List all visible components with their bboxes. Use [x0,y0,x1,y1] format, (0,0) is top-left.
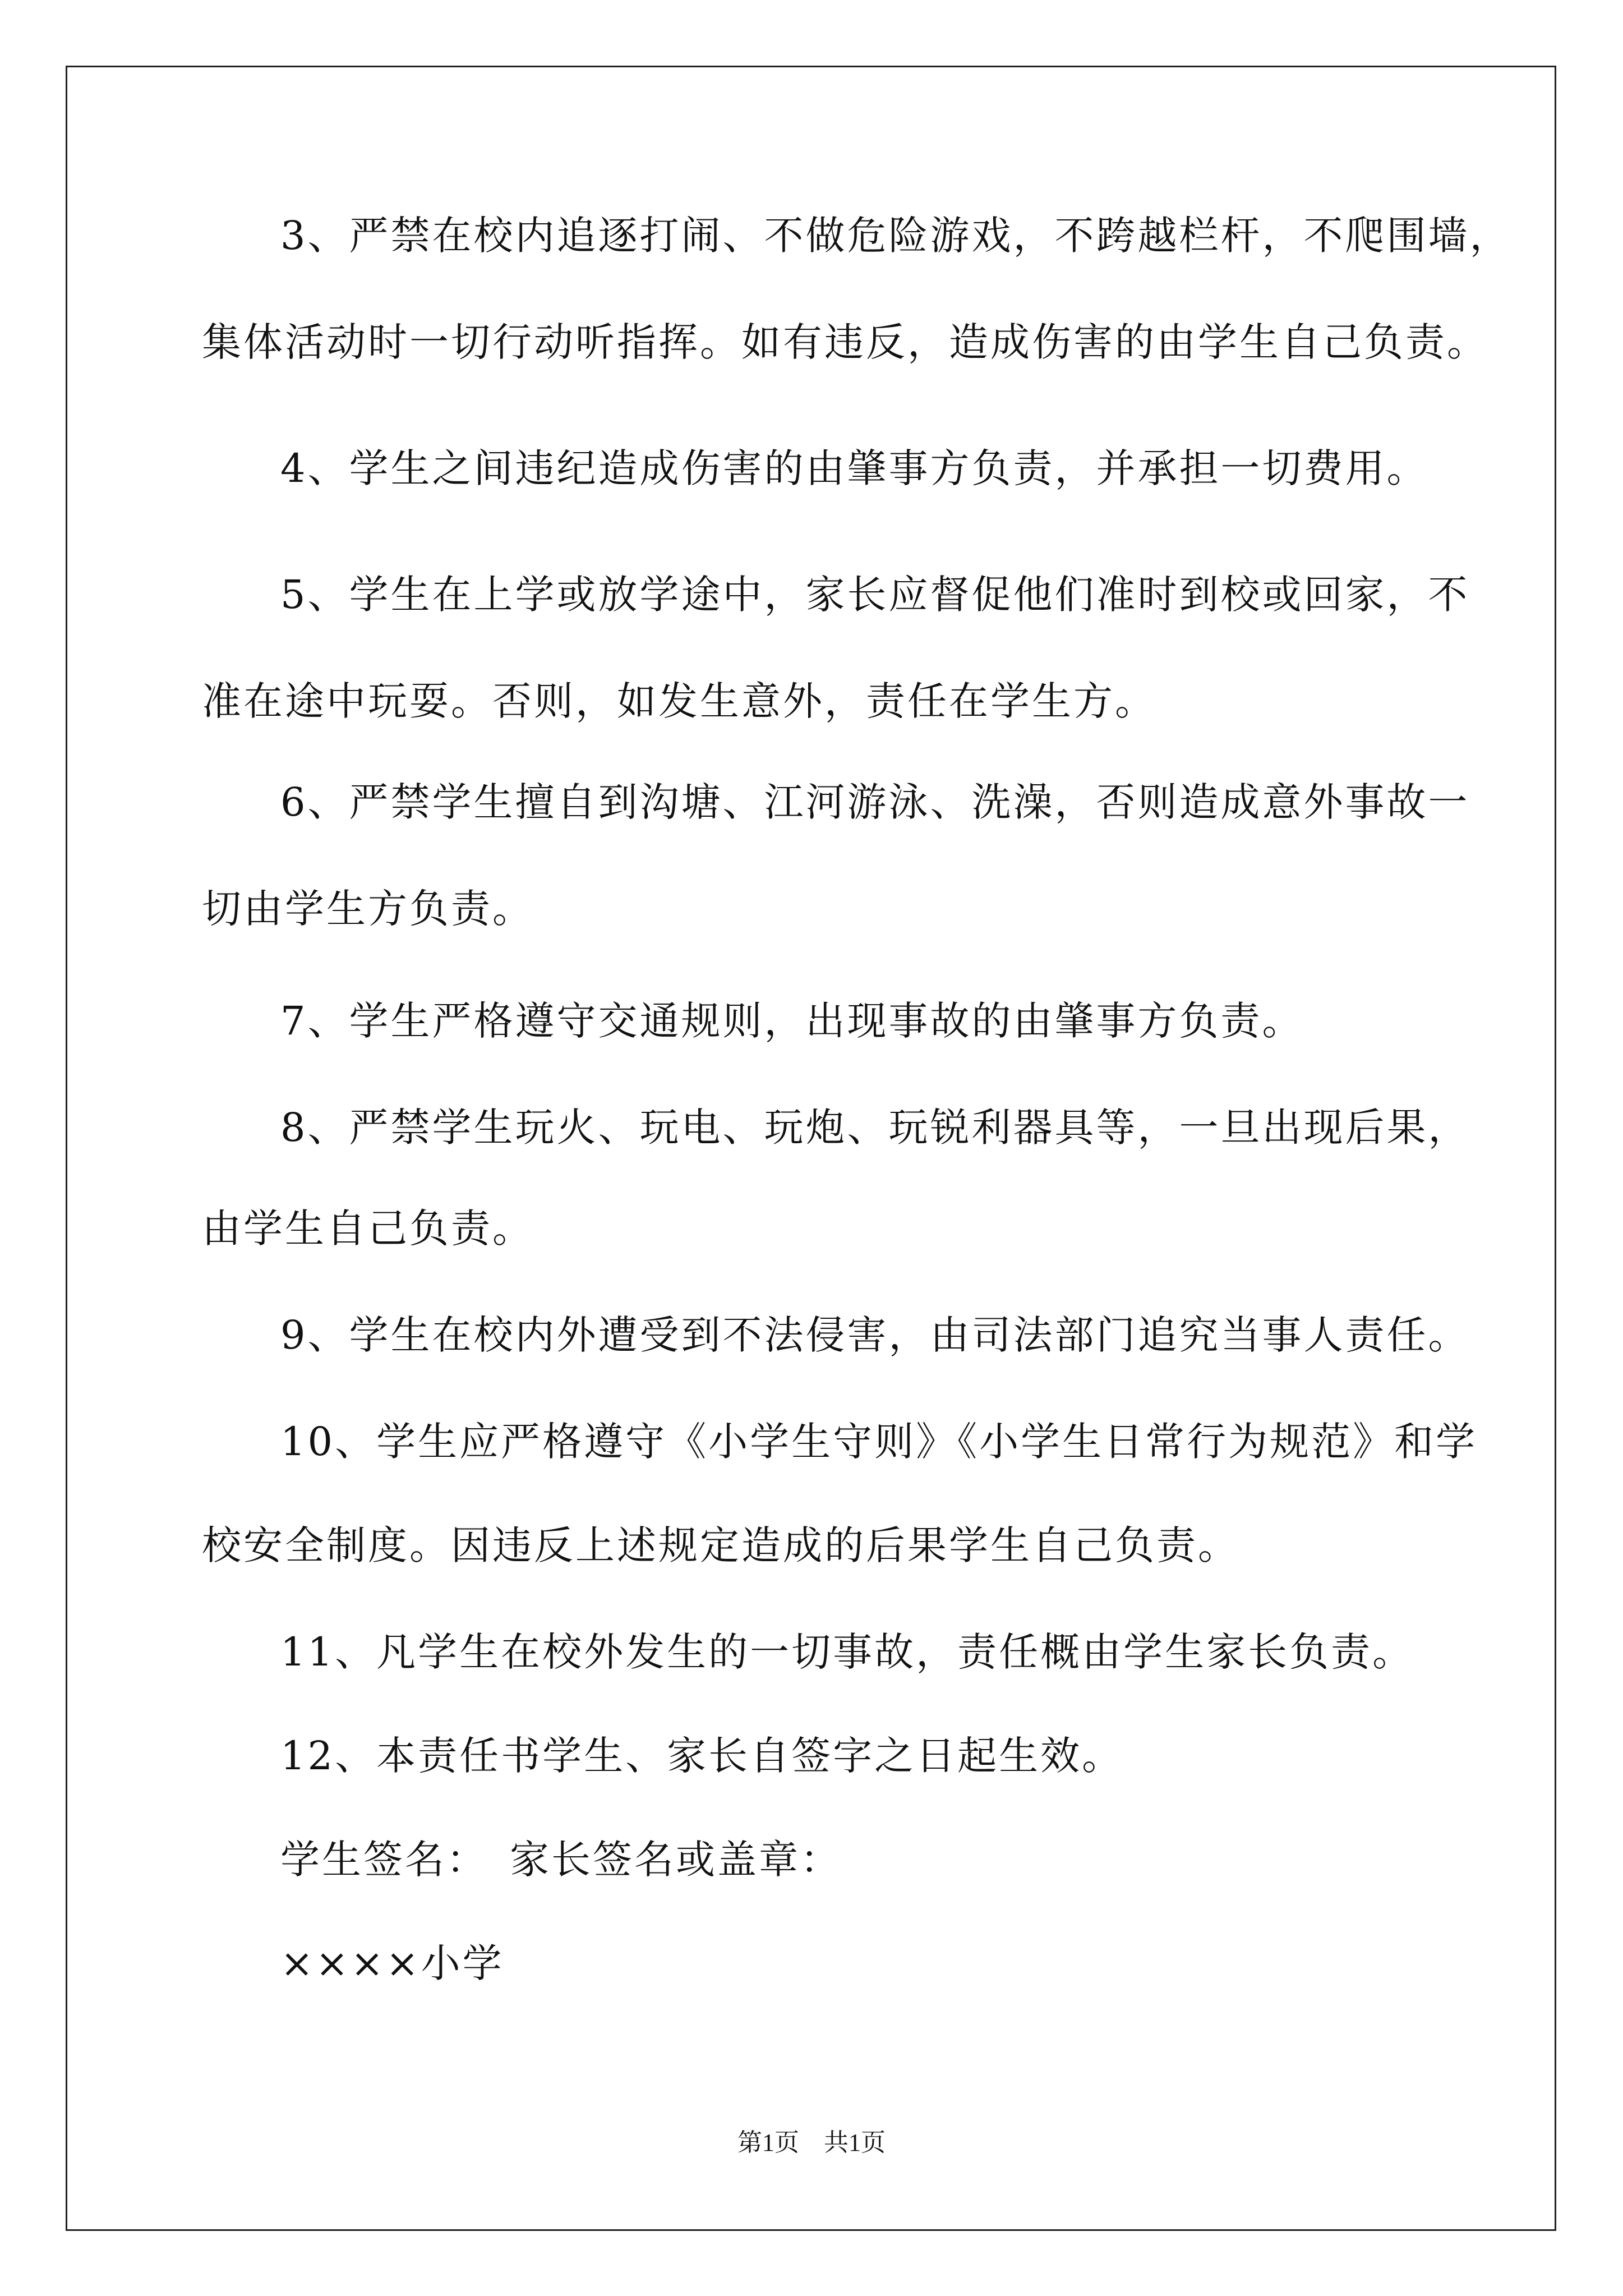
item-3-line-2: 集体活动时一切行动听指挥。如有违反，造成伤害的由学生自己负责。 [202,319,1488,365]
item-5-line-1: 5、学生在上学或放学途中，家长应督促他们准时到校或回家，不 [280,572,1470,618]
item-3-line-1: 3、严禁在校内追逐打闹、不做危险游戏，不跨越栏杆，不爬围墙， [280,213,1511,259]
item-10-line-1: 10、学生应严格遵守《小学生守则》《小学生日常行为规范》和学 [280,1419,1478,1465]
item-8-line-1: 8、严禁学生玩火、玩电、玩炮、玩锐利器具等，一旦出现后果， [280,1105,1470,1151]
item-4-line-1: 4、学生之间违纪造成伤害的由肇事方负责，并承担一切费用。 [280,445,1428,491]
page-footer: 第1页 共1页 [737,2129,886,2156]
item-9-line-1: 9、学生在校内外遭受到不法侵害，由司法部门追究当事人责任。 [280,1312,1470,1358]
item-12-line-1: 12、本责任书学生、家长自签字之日起生效。 [280,1733,1124,1779]
item-11-line-1: 11、凡学生在校外发生的一切事故，责任概由学生家长负责。 [280,1629,1414,1675]
item-10-line-2: 校安全制度。因违反上述规定造成的后果学生自己负责。 [202,1522,1239,1568]
item-8-line-2: 由学生自己负责。 [202,1205,534,1251]
item-6-line-1: 6、严禁学生擅自到沟塘、江河游泳、洗澡，否则造成意外事故一 [280,779,1470,825]
school-name: ××××小学 [280,1940,504,1986]
item-6-line-2: 切由学生方负责。 [202,886,534,932]
item-5-line-2: 准在途中玩耍。否则，如发生意外，责任在学生方。 [202,678,1156,724]
item-7-line-1: 7、学生严格遵守交通规则，出现事故的由肇事方负责。 [280,998,1304,1044]
signature-line: 学生签名： 家长签名或盖章： [280,1837,842,1883]
